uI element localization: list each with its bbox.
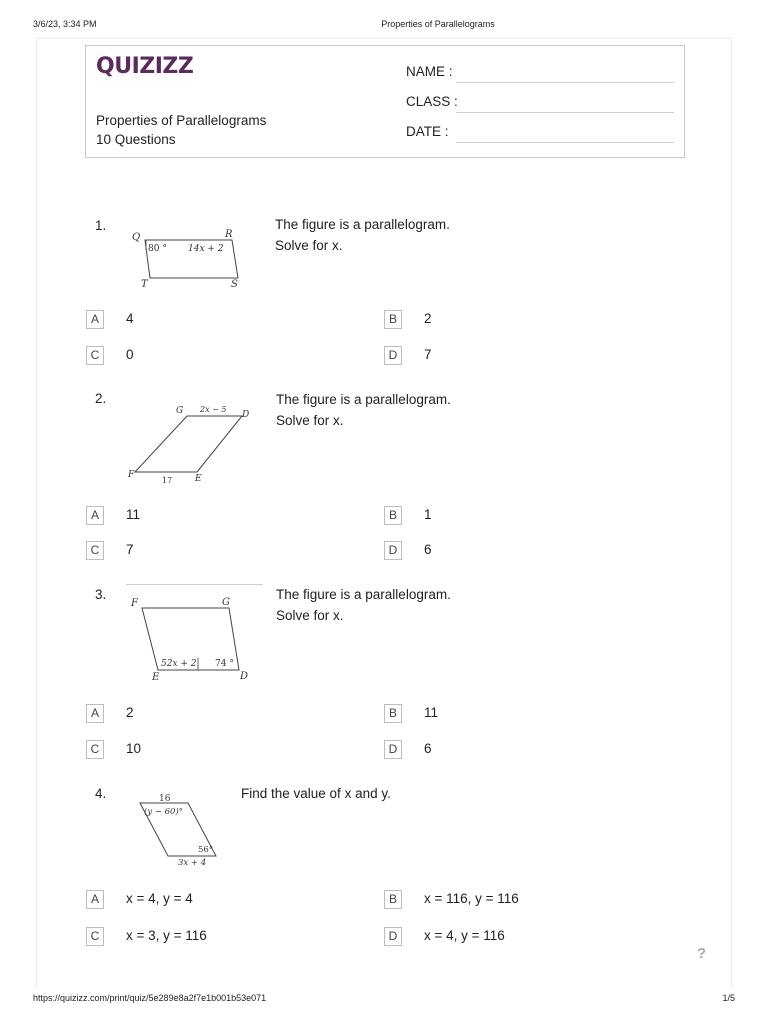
vertex-label: F	[128, 470, 135, 480]
angle-label: 52x + 2	[161, 659, 197, 669]
quiz-title: Properties of Parallelograms	[96, 113, 267, 128]
print-page-number: 1/5	[722, 993, 735, 1003]
angle-label: (y − 60)°	[144, 807, 184, 817]
question-text: The figure is a parallelogram. Solve for x.	[276, 587, 451, 623]
question-text: The figure is a parallelogram. Solve for x.	[276, 392, 451, 428]
quiz-header	[85, 45, 685, 158]
vertex-label: E	[195, 474, 202, 484]
vertex-label: G	[222, 597, 230, 608]
class-field[interactable]	[456, 112, 674, 113]
help-icon[interactable]: ?	[697, 945, 707, 962]
date-label: DATE :	[406, 124, 449, 139]
print-datetime: 3/6/23, 3:34 PM	[33, 19, 97, 29]
angle-label: 56°	[198, 845, 214, 855]
vertex-label: G	[176, 406, 184, 416]
parallelogram-figure-q1	[125, 226, 255, 290]
date-field[interactable]	[456, 142, 674, 143]
question-number: 4.	[95, 786, 107, 801]
name-field[interactable]	[456, 82, 674, 83]
side-label: 2x − 5	[200, 405, 227, 414]
vertex-label: D	[240, 671, 249, 682]
vertex-label: E	[152, 672, 160, 683]
parallelogram-figure-q3	[128, 594, 258, 684]
divider	[126, 584, 263, 585]
quizizz-logo: QUIZIZZ	[96, 54, 194, 79]
angle-label: 80 °	[148, 244, 167, 254]
question-text: Find the value of x and y.	[241, 786, 391, 801]
print-page-title: Properties of Parallelograms	[381, 19, 495, 29]
question-number: 3.	[95, 587, 107, 602]
name-label: NAME :	[406, 64, 453, 79]
vertex-label: T	[141, 279, 148, 290]
question-text: The figure is a parallelogram. Solve for x.	[275, 217, 450, 253]
angle-label: 14x + 2	[188, 244, 224, 254]
vertex-label: S	[231, 279, 238, 290]
side-label: 17	[162, 476, 173, 485]
parallelogram-figure-q4	[130, 791, 230, 871]
question-count: 10 Questions	[96, 132, 176, 147]
angle-label: 74 °	[215, 659, 234, 669]
parallelogram-figure-q2	[124, 401, 264, 487]
question-number: 1.	[95, 218, 107, 233]
print-header	[0, 19, 768, 31]
vertex-label: F	[131, 598, 138, 609]
question-number: 2.	[95, 391, 107, 406]
vertex-label: D	[242, 410, 250, 420]
vertex-label: R	[225, 229, 233, 240]
print-url: https://quizizz.com/print/quiz/5e289e8a2f7e1b001b53e071	[33, 993, 267, 1003]
class-label: CLASS :	[406, 94, 458, 109]
side-label: 3x + 4	[178, 858, 207, 868]
vertex-label: Q	[132, 232, 141, 243]
side-label: 16	[159, 794, 171, 804]
